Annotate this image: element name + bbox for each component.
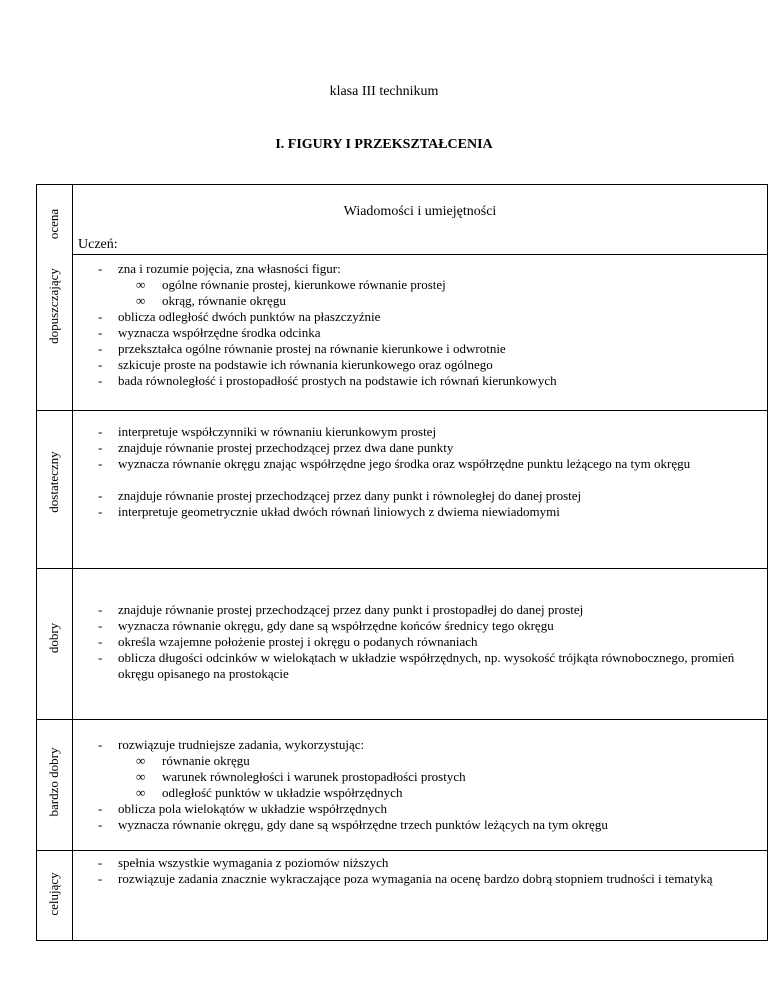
- bullet: -: [98, 440, 103, 455]
- list-item: oblicza pola wielokątów w układzie współrzędnych: [118, 801, 387, 816]
- grade-label-celujacy: celujący: [46, 872, 61, 916]
- requirements-table: [36, 184, 768, 941]
- column-divider: [72, 184, 73, 941]
- sub-list-item: ∞ warunek równoległości i warunek prostopadłości prostych: [136, 769, 466, 784]
- list-item: zna i rozumie pojęcia, zna własności figur:: [118, 261, 341, 276]
- list-item: znajduje równanie prostej przechodzącej przez dany punkt i równoległej do danej prostej: [118, 488, 582, 503]
- row-divider: [36, 568, 768, 569]
- list-item: wyznacza równanie okręgu znając współrzędne jego środka oraz współrzędne punktu leżącego na tym okręgu: [118, 456, 691, 471]
- bullet: -: [98, 618, 103, 633]
- bullet: -: [98, 817, 103, 832]
- sub-list-item: ∞ okrąg, równanie okręgu: [136, 293, 286, 308]
- sub-list-item: ∞ ogólne równanie prostej, kierunkowe równanie prostej: [136, 277, 446, 292]
- infinity-bullet: ∞: [136, 753, 146, 768]
- table-border-bottom: [36, 940, 768, 941]
- table-border-left: [36, 184, 37, 941]
- row-divider: [36, 850, 768, 851]
- row-divider: [36, 410, 768, 411]
- bullet: -: [98, 801, 103, 816]
- bullet: -: [98, 871, 103, 886]
- list-item: wyznacza równanie okręgu, gdy dane są współrzędne końców średnicy tego okręgu: [118, 618, 554, 633]
- intro-label: Uczeń:: [78, 237, 118, 252]
- column-header: Wiadomości i umiejętności: [343, 204, 497, 219]
- list-item: określa wzajemne położenie prostej i okręgu o podanych równaniach: [118, 634, 478, 649]
- table-border-top: [36, 184, 768, 185]
- bullet: -: [98, 650, 103, 665]
- bullet: -: [98, 602, 103, 617]
- list-item: spełnia wszystkie wymagania z poziomów niższych: [118, 855, 389, 870]
- list-item: interpretuje współczynniki w równaniu kierunkowym prostej: [118, 424, 437, 439]
- bullet: -: [98, 261, 103, 276]
- sub-list-item: ∞ równanie okręgu: [136, 753, 250, 768]
- bullet: -: [98, 424, 103, 439]
- list-item: interpretuje geometrycznie układ dwóch równań liniowych z dwiema niewiadomymi: [118, 504, 560, 519]
- row-divider: [36, 719, 768, 720]
- bullet: -: [98, 357, 103, 372]
- sub-list-item: ∞ odległość punktów w układzie współrzędnych: [136, 785, 403, 800]
- list-item: bada równoległość i prostopadłość prostych na podstawie ich równań kierunkowych: [118, 373, 557, 388]
- document-title: I. FIGURY I PRZEKSZTAŁCENIA: [275, 137, 493, 152]
- bullet: -: [98, 309, 103, 324]
- list-item: znajduje równanie prostej przechodzącej przez dany punkt i prostopadłej do danej prostej: [118, 602, 584, 617]
- bullet: -: [98, 456, 103, 471]
- list-item: przekształca ogólne równanie prostej na równanie kierunkowe i odwrotnie: [118, 341, 506, 356]
- grade-label-bardzo-dobry: bardzo dobry: [46, 747, 61, 817]
- bullet: -: [98, 341, 103, 356]
- list-item: oblicza odległość dwóch punktów na płaszczyźnie: [118, 309, 381, 324]
- bullet: -: [98, 737, 103, 752]
- bullet: -: [98, 488, 103, 503]
- bullet: -: [98, 325, 103, 340]
- list-item: wyznacza współrzędne środka odcinka: [118, 325, 321, 340]
- bullet: -: [98, 855, 103, 870]
- list-item: szkicuje proste na podstawie ich równania kierunkowego oraz ogólnego: [118, 357, 493, 372]
- list-item: rozwiązuje zadania znacznie wykraczające poza wymagania na ocenę bardzo dobrą stopniem trudności i tematyką: [118, 871, 713, 886]
- infinity-bullet: ∞: [136, 293, 146, 308]
- grade-label-dobry: dobry: [46, 622, 61, 654]
- list-item: rozwiązuje trudniejsze zadania, wykorzystując:: [118, 737, 365, 752]
- list-item: wyznacza równanie okręgu, gdy dane są współrzędne trzech punktów leżących na tym okręgu: [118, 817, 608, 832]
- grade-label-dopuszczajacy: dopuszczający: [46, 268, 61, 344]
- bullet: -: [98, 504, 103, 519]
- grade-label-dostateczny: dostateczny: [46, 451, 61, 513]
- infinity-bullet: ∞: [136, 769, 146, 784]
- infinity-bullet: ∞: [136, 277, 146, 292]
- infinity-bullet: ∞: [136, 785, 146, 800]
- list-item: oblicza długości odcinków w wielokątach w układzie współrzędnych, np. wysokość trójkąta równobocznego, promień okręgu opisanego na prostokącie: [118, 650, 735, 681]
- header-divider: [72, 254, 768, 255]
- bullet: -: [98, 634, 103, 649]
- list-item: znajduje równanie prostej przechodzącej przez dwa dane punkty: [118, 440, 454, 455]
- column-label-ocena: ocena: [46, 208, 61, 240]
- document-subtitle: klasa III technikum: [329, 84, 439, 99]
- bullet: -: [98, 373, 103, 388]
